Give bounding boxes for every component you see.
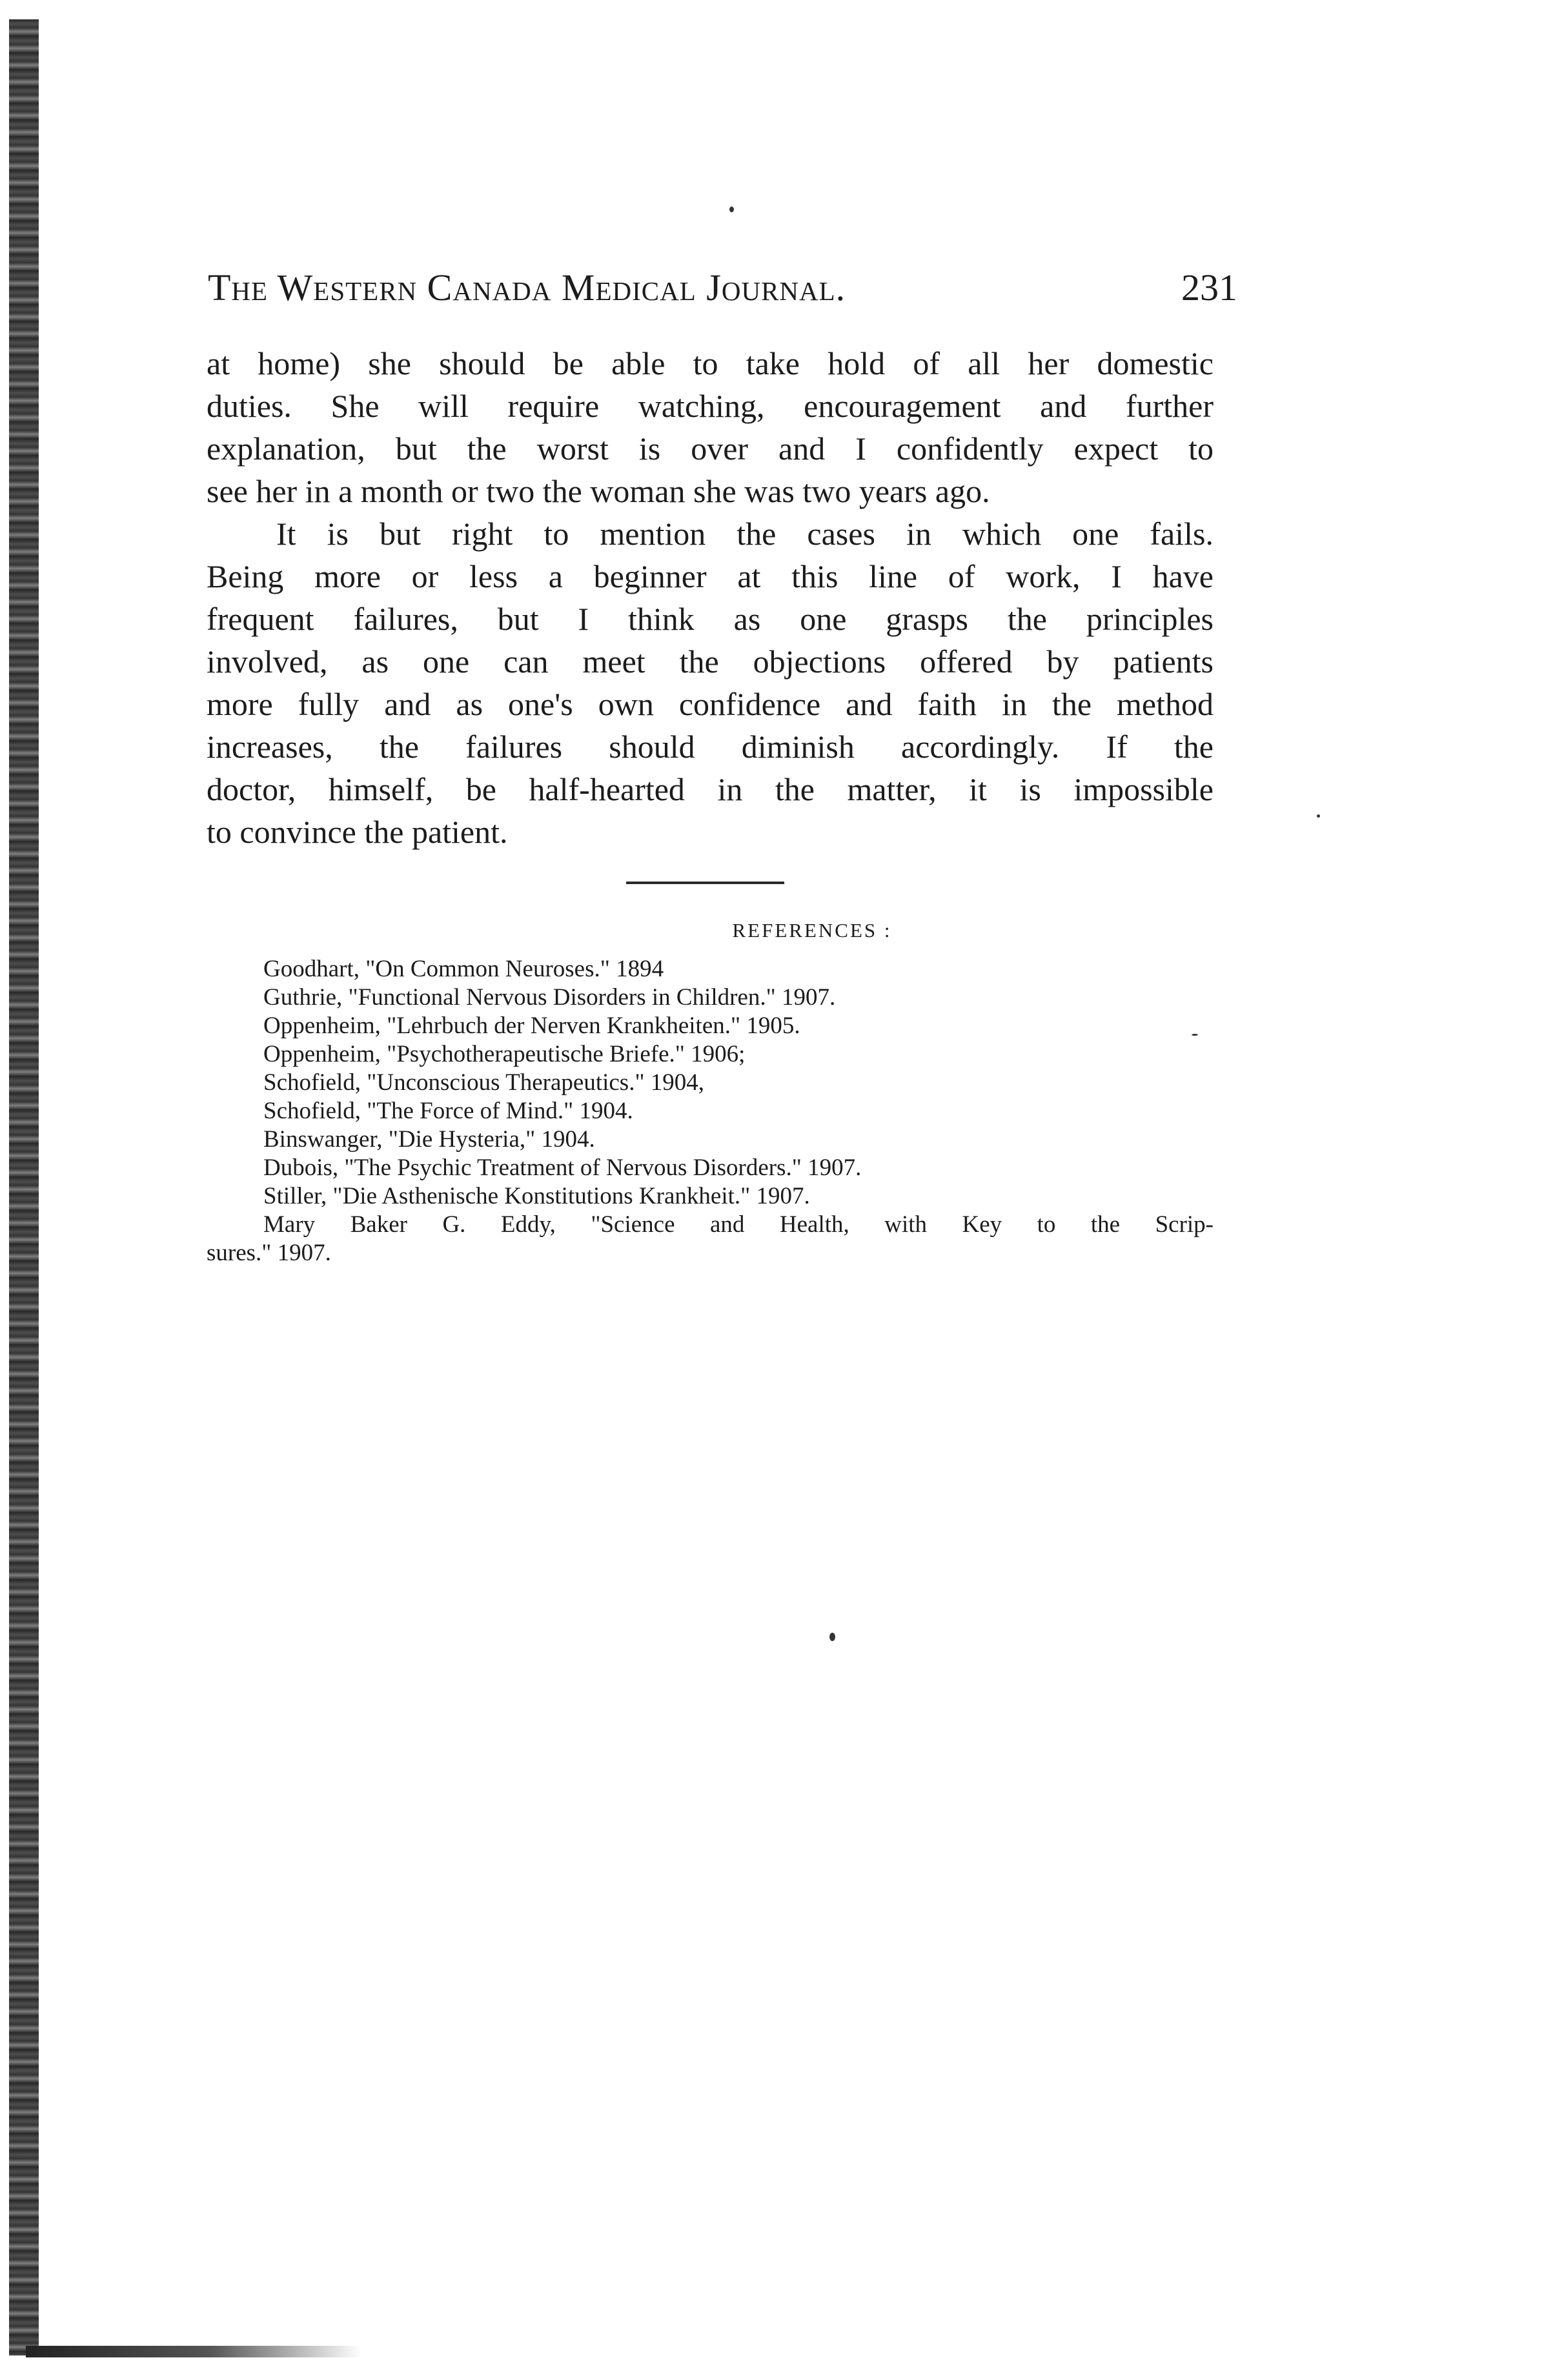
- scan-speck: [829, 1633, 835, 1641]
- body-line: more fully and as one's own confidence and faith in the method: [207, 686, 1214, 722]
- reference-item: Guthrie, "Functional Nervous Disorders in Children." 1907.: [263, 984, 836, 1011]
- body-paragraphs: [207, 342, 1214, 853]
- body-line: see her in a month or two the woman she was two years ago.: [207, 473, 990, 509]
- references-list: [207, 955, 1214, 1267]
- body-line: explanation, but the worst is over and I confidently expect to: [207, 430, 1214, 467]
- section-divider: [626, 882, 784, 884]
- body-line: at home) she should be able to take hold of all her domestic: [207, 345, 1214, 381]
- reference-item-line: sures." 1907.: [207, 1240, 331, 1266]
- reference-item-line: Mary Baker G. Eddy, "Science and Health, with Key to the Scrip-: [263, 1211, 1214, 1238]
- reference-item: Stiller, "Die Asthenische Konstitutions Krankheit." 1907.: [263, 1183, 810, 1209]
- body-line: involved, as one can meet the objections offered by patients: [207, 643, 1214, 680]
- body-line: duties. She will require watching, encouragement and further: [207, 388, 1214, 424]
- page-number: 231: [1181, 267, 1237, 308]
- reference-item: Dubois, "The Psychic Treatment of Nervous Disorders." 1907.: [263, 1155, 862, 1181]
- body-line: doctor, himself, be half-hearted in the matter, it is impossible: [207, 771, 1214, 807]
- body-line: to convince the patient.: [207, 814, 508, 850]
- body-line: frequent failures, but I think as one grasps the principles: [207, 601, 1214, 637]
- scanned-binding-edge: [9, 19, 39, 2355]
- references-heading-text: REFERENCES :: [732, 919, 892, 942]
- body-line: Being more or less a beginner at this line of work, I have: [207, 558, 1214, 594]
- reference-item: Oppenheim, "Psychotherapeutische Briefe." 1906;: [263, 1041, 746, 1067]
- scan-smudge: [26, 2346, 361, 2357]
- body-line: It is but right to mention the cases in which one fails.: [276, 516, 1214, 552]
- journal-title: The Western Canada Medical Journal.: [208, 267, 846, 308]
- body-line: increases, the failures should diminish accordingly. If the: [207, 729, 1214, 765]
- reference-item: [207, 1211, 1214, 1267]
- reference-item: Oppenheim, "Lehrbuch der Nerven Krankheiten." 1905.: [263, 1013, 800, 1039]
- reference-item: Schofield, "Unconscious Therapeutics." 1904,: [263, 1069, 705, 1096]
- reference-item: Goodhart, "On Common Neuroses." 1894: [263, 956, 664, 982]
- reference-item: Schofield, "The Force of Mind." 1904.: [263, 1098, 633, 1124]
- references-heading: [0, 919, 1544, 942]
- scan-speck: [1317, 814, 1320, 818]
- reference-item: Binswanger, "Die Hysteria," 1904.: [263, 1126, 595, 1153]
- running-header: [208, 266, 1237, 311]
- scan-speck: [729, 207, 734, 212]
